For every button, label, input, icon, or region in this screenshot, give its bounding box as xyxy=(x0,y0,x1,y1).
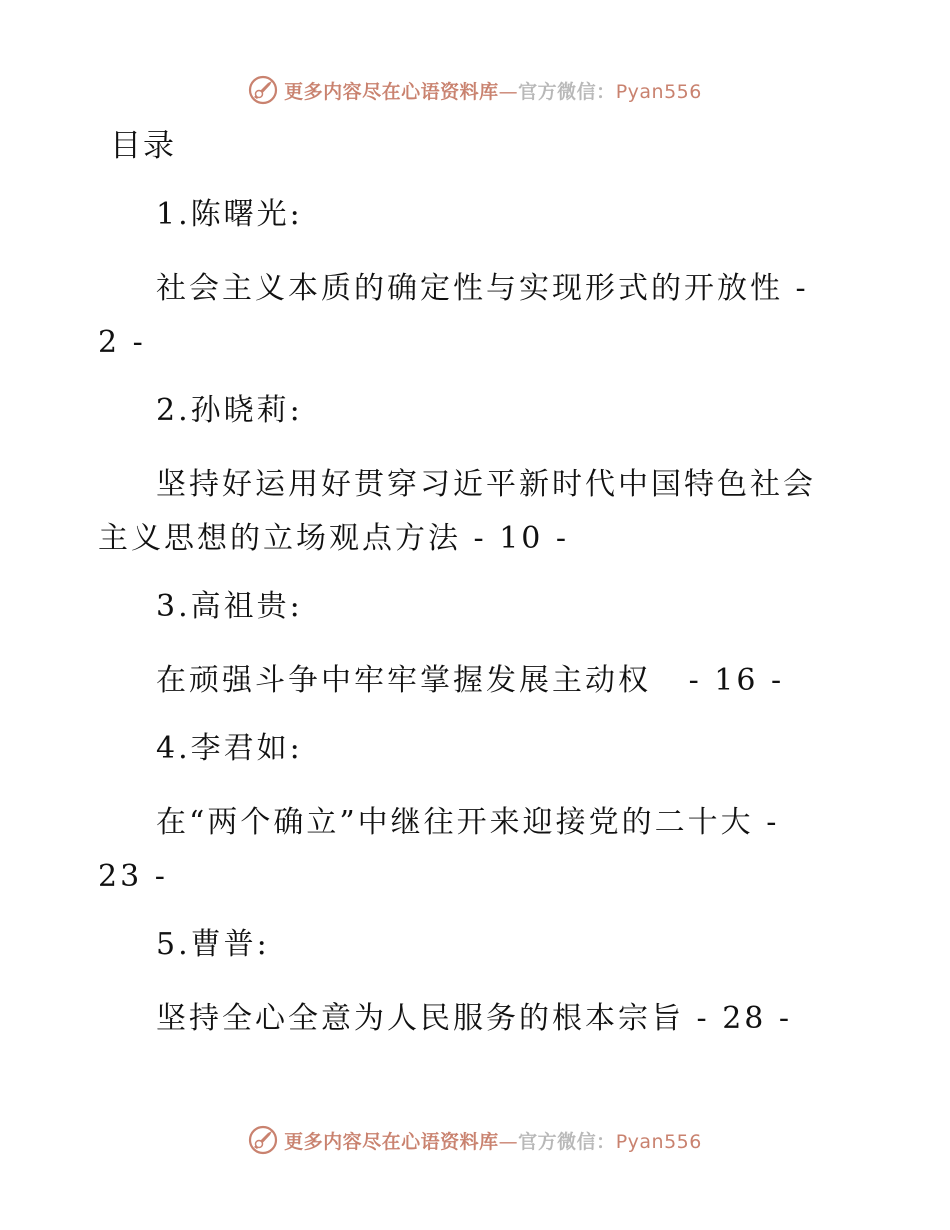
toc-title: 目录 xyxy=(110,128,176,164)
watermark-id: Pyan556 xyxy=(615,1130,702,1153)
toc-article-title: 在“两个确立”中继往开来迎接党的二十大 - xyxy=(156,805,780,840)
toc-entry-5 xyxy=(98,918,858,1046)
toc-entry-1 xyxy=(98,188,858,370)
quill-logo-icon xyxy=(248,1125,278,1155)
toc-author: 1.陈曙光: xyxy=(156,197,303,232)
watermark-sub-text: 官方微信： xyxy=(518,1130,616,1153)
toc-author: 5.曹普: xyxy=(156,927,270,962)
header-watermark xyxy=(0,70,950,110)
toc-article-title: 在顽强斗争中牢牢掌握发展主动权 - 16 - xyxy=(156,663,785,698)
watermark-dash: — xyxy=(498,1130,519,1153)
toc-article-title: 坚持全心全意为人民服务的根本宗旨 - 28 - xyxy=(156,1001,793,1036)
watermark-id: Pyan556 xyxy=(615,80,702,103)
toc-article-title: 坚持好运用好贯穿习近平新时代中国特色社会 xyxy=(156,467,816,502)
toc-entry-4 xyxy=(98,722,858,904)
document-body xyxy=(98,118,858,1046)
quill-logo-icon xyxy=(248,75,278,105)
toc-entry-2 xyxy=(98,384,858,566)
toc-article-title-cont: 2 - xyxy=(98,325,146,360)
watermark-main-text: 更多内容尽在心语资料库 xyxy=(284,1130,499,1153)
toc-author: 3.高祖贵: xyxy=(156,589,303,624)
toc-article-title-cont: 23 - xyxy=(98,859,168,894)
toc-author: 4.李君如: xyxy=(156,731,303,766)
toc-author: 2.孙晓莉: xyxy=(156,393,303,428)
toc-article-title-cont: 主义思想的立场观点方法 - 10 - xyxy=(98,521,570,556)
watermark-main-text: 更多内容尽在心语资料库 xyxy=(284,80,499,103)
toc-article-title: 社会主义本质的确定性与实现形式的开放性 - xyxy=(156,271,809,306)
footer-watermark xyxy=(0,1120,950,1160)
watermark-sub-text: 官方微信： xyxy=(518,80,616,103)
toc-entry-3 xyxy=(98,580,858,708)
watermark-dash: — xyxy=(498,80,519,103)
